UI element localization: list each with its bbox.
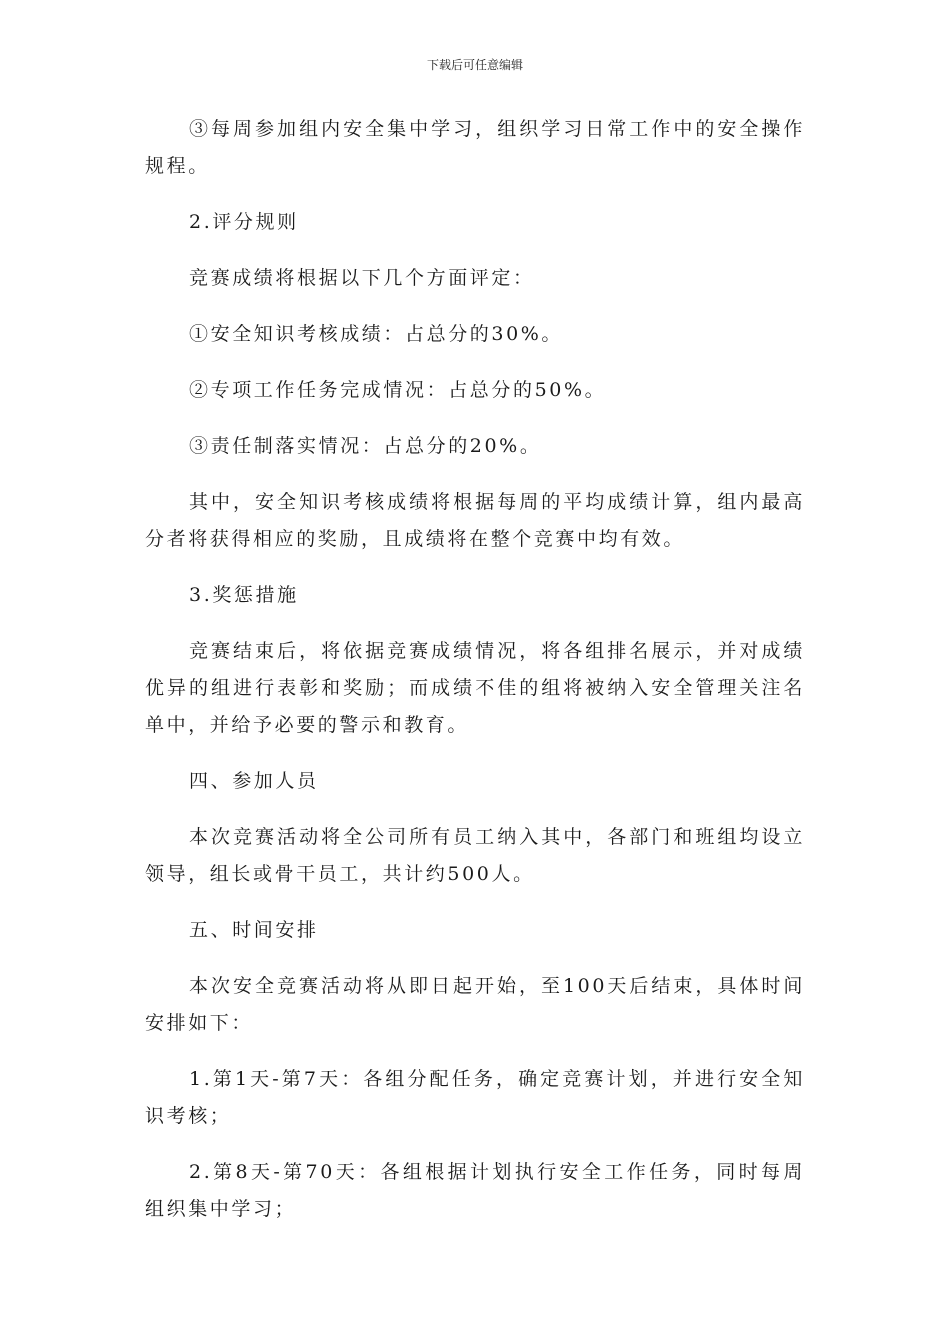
paragraph-schedule-phase-2: 2.第8天-第70天：各组根据计划执行安全工作任务，同时每周组织集中学习； — [145, 1161, 805, 1220]
paragraph-schedule-intro: 本次安全竞赛活动将从即日起开始，至100天后结束，具体时间安排如下： — [145, 975, 805, 1034]
paragraph-schedule-phase-1: 1.第1天-第7天：各组分配任务，确定竞赛计划，并进行安全知识考核； — [145, 1068, 805, 1127]
paragraph-scoring-intro: 竞赛成绩将根据以下几个方面评定： — [189, 267, 535, 289]
paragraph-score-knowledge: ①安全知识考核成绩：占总分的30%。 — [189, 323, 564, 345]
heading-scoring-rules: 2.评分规则 — [189, 211, 299, 233]
paragraph-study-rules: ③每周参加组内安全集中学习，组织学习日常工作中的安全操作规程。 — [145, 118, 805, 177]
paragraph-score-tasks: ②专项工作任务完成情况：占总分的50%。 — [189, 379, 607, 401]
heading-schedule: 五、时间安排 — [189, 919, 319, 941]
paragraph-rewards: 竞赛结束后，将依据竞赛成绩情况，将各组排名展示，并对成绩优异的组进行表彰和奖励；而成绩不佳的组将被纳入安全管理关注名单中，并给予必要的警示和教育。 — [145, 640, 805, 736]
paragraph-score-responsibility: ③责任制落实情况：占总分的20%。 — [189, 435, 542, 457]
paragraph-participants: 本次竞赛活动将全公司所有员工纳入其中，各部门和班组均设立领导，组长或骨干员工，共计约500人。 — [145, 826, 805, 885]
page-header: 下载后可任意编辑 — [426, 58, 523, 72]
paragraph-score-detail: 其中，安全知识考核成绩将根据每周的平均成绩计算，组内最高分者将获得相应的奖励，且成绩将在整个竞赛中均有效。 — [145, 491, 805, 550]
document-body — [145, 111, 805, 1247]
heading-participants: 四、参加人员 — [189, 770, 319, 792]
heading-rewards: 3.奖惩措施 — [189, 584, 299, 606]
